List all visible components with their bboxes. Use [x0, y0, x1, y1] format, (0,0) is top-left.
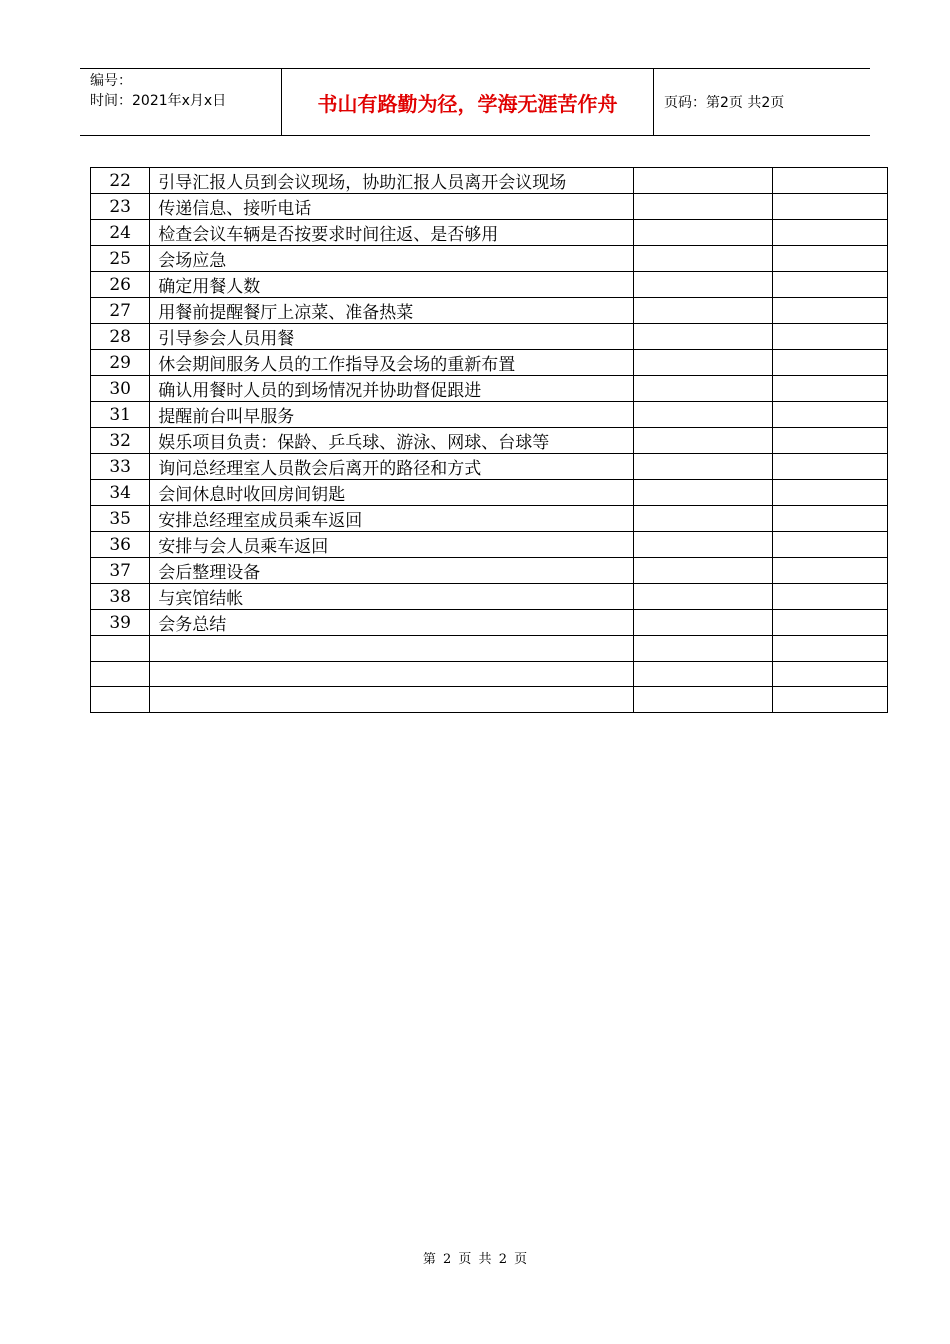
- row-number: 24: [91, 220, 150, 246]
- row-blank-cell: [773, 220, 888, 246]
- header-page-info: 页码：第2页 共2页: [664, 95, 785, 111]
- row-number: 34: [91, 480, 150, 506]
- table-row: [91, 687, 888, 713]
- row-number: 27: [91, 298, 150, 324]
- row-blank-cell: [633, 220, 772, 246]
- row-number: 23: [91, 194, 150, 220]
- row-item: 会务总结: [150, 610, 634, 636]
- table-row: [91, 298, 888, 324]
- row-blank-cell: [633, 168, 772, 194]
- header-meta: [80, 69, 282, 135]
- row-blank-cell: [633, 402, 772, 428]
- row-blank-cell: [773, 506, 888, 532]
- row-blank-cell: [773, 532, 888, 558]
- header-motto: 书山有路勤为径，学海无涯苦作舟: [282, 69, 654, 135]
- row-blank-cell: [773, 350, 888, 376]
- row-blank-cell: [633, 480, 772, 506]
- row-blank-cell: [773, 454, 888, 480]
- row-blank-cell: [773, 661, 888, 687]
- row-blank-cell: [633, 376, 772, 402]
- row-number: 39: [91, 610, 150, 636]
- row-item: 用餐前提醒餐厅上凉菜、准备热菜: [150, 298, 634, 324]
- row-item: 娱乐项目负责：保龄、乒乓球、游泳、网球、台球等: [150, 428, 634, 454]
- row-item: 与宾馆结帐: [150, 584, 634, 610]
- table-row: [91, 532, 888, 558]
- row-blank-cell: [633, 454, 772, 480]
- row-number: 29: [91, 350, 150, 376]
- row-blank-cell: [773, 376, 888, 402]
- code-label: 编号：: [90, 73, 132, 89]
- table-row: [91, 376, 888, 402]
- row-number: 22: [91, 168, 150, 194]
- row-number: 26: [91, 272, 150, 298]
- table-row: [91, 454, 888, 480]
- row-blank-cell: [773, 298, 888, 324]
- row-blank-cell: [633, 532, 772, 558]
- row-blank-cell: [633, 506, 772, 532]
- table-row: [91, 610, 888, 636]
- row-number: 38: [91, 584, 150, 610]
- row-item: 确认用餐时人员的到场情况并协助督促跟进: [150, 376, 634, 402]
- row-item: [150, 661, 634, 687]
- row-number: 35: [91, 506, 150, 532]
- row-blank-cell: [633, 661, 772, 687]
- row-item: 会场应急: [150, 246, 634, 272]
- row-blank-cell: [633, 298, 772, 324]
- row-item: 询问总经理室人员散会后离开的路径和方式: [150, 454, 634, 480]
- row-blank-cell: [773, 194, 888, 220]
- row-item: 检查会议车辆是否按要求时间往返、是否够用: [150, 220, 634, 246]
- row-blank-cell: [633, 558, 772, 584]
- table-row: [91, 584, 888, 610]
- row-item: 提醒前台叫早服务: [150, 402, 634, 428]
- table-row: [91, 428, 888, 454]
- row-blank-cell: [773, 428, 888, 454]
- row-blank-cell: [773, 584, 888, 610]
- row-item: 安排总经理室成员乘车返回: [150, 506, 634, 532]
- time-label: 时间：2021年x月x日: [90, 93, 227, 109]
- table-row: [91, 350, 888, 376]
- row-item: [150, 636, 634, 662]
- row-blank-cell: [633, 272, 772, 298]
- page-footer: 第 2 页 共 2 页: [422, 1252, 528, 1267]
- row-blank-cell: [633, 636, 772, 662]
- row-item: 休会期间服务人员的工作指导及会场的重新布置: [150, 350, 634, 376]
- row-blank-cell: [633, 687, 772, 713]
- row-blank-cell: [773, 402, 888, 428]
- row-item: 引导汇报人员到会议现场，协助汇报人员离开会议现场: [150, 168, 634, 194]
- table-row: [91, 246, 888, 272]
- task-table-body: [91, 168, 888, 713]
- row-number: [91, 687, 150, 713]
- row-number: 31: [91, 402, 150, 428]
- row-number: 25: [91, 246, 150, 272]
- row-number: 30: [91, 376, 150, 402]
- table-row: [91, 636, 888, 662]
- table-row: [91, 168, 888, 194]
- row-item: 安排与会人员乘车返回: [150, 532, 634, 558]
- row-item: 引导参会人员用餐: [150, 324, 634, 350]
- row-blank-cell: [773, 168, 888, 194]
- row-number: 28: [91, 324, 150, 350]
- table-row: [91, 402, 888, 428]
- row-blank-cell: [633, 350, 772, 376]
- table-row: [91, 272, 888, 298]
- row-blank-cell: [773, 272, 888, 298]
- row-number: 33: [91, 454, 150, 480]
- row-blank-cell: [773, 246, 888, 272]
- row-blank-cell: [773, 324, 888, 350]
- row-item: 传递信息、接听电话: [150, 194, 634, 220]
- row-blank-cell: [633, 324, 772, 350]
- row-blank-cell: [773, 480, 888, 506]
- row-item: 确定用餐人数: [150, 272, 634, 298]
- row-number: 36: [91, 532, 150, 558]
- row-blank-cell: [773, 558, 888, 584]
- page-header: [80, 68, 870, 136]
- table-row: [91, 194, 888, 220]
- row-item: [150, 687, 634, 713]
- row-blank-cell: [773, 687, 888, 713]
- row-blank-cell: [633, 246, 772, 272]
- row-number: 37: [91, 558, 150, 584]
- row-number: [91, 636, 150, 662]
- row-blank-cell: [773, 636, 888, 662]
- table-row: [91, 480, 888, 506]
- row-number: 32: [91, 428, 150, 454]
- row-item: 会间休息时收回房间钥匙: [150, 480, 634, 506]
- task-table: [90, 167, 888, 713]
- row-blank-cell: [633, 428, 772, 454]
- table-row: [91, 558, 888, 584]
- row-blank-cell: [633, 194, 772, 220]
- table-row: [91, 324, 888, 350]
- table-row: [91, 220, 888, 246]
- row-blank-cell: [773, 610, 888, 636]
- table-row: [91, 506, 888, 532]
- table-row: [91, 661, 888, 687]
- row-blank-cell: [633, 610, 772, 636]
- row-blank-cell: [633, 584, 772, 610]
- row-item: 会后整理设备: [150, 558, 634, 584]
- row-number: [91, 661, 150, 687]
